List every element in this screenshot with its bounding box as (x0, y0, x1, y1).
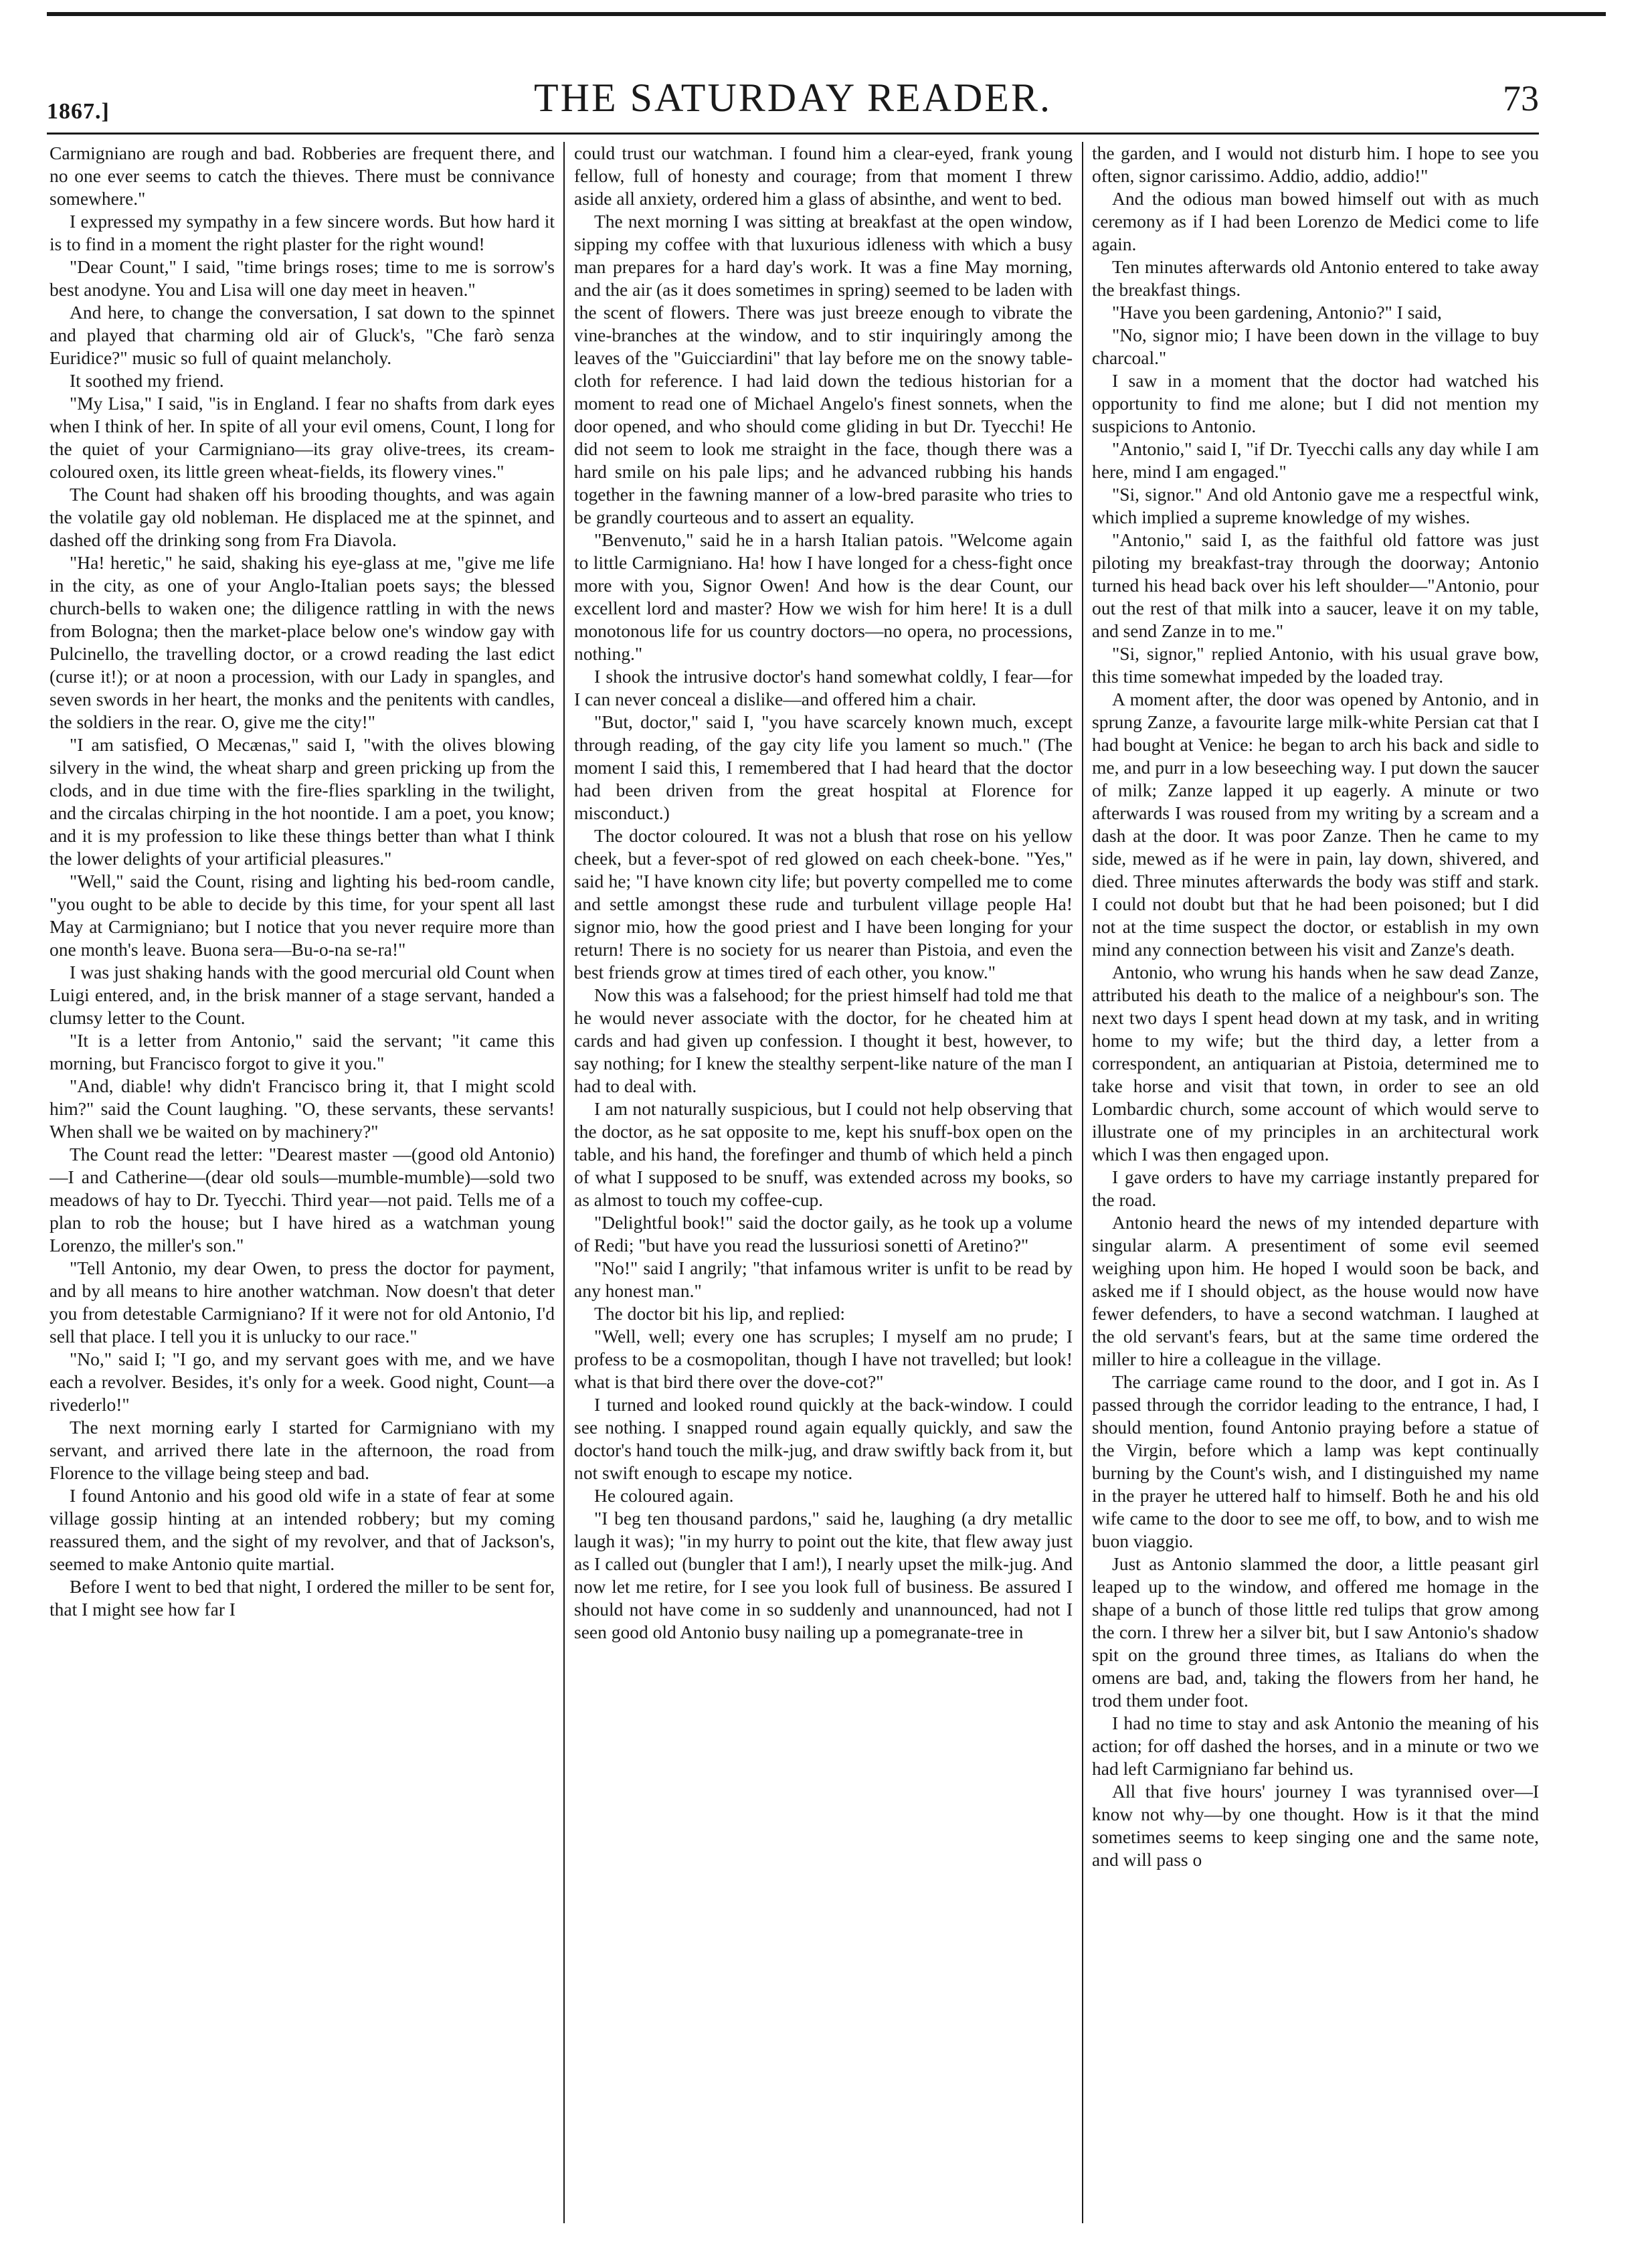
paragraph: "And, diable! why didn't Francisco bring it, that I might scold him?" said the Count laughing. "O, these servants, these servants! When shall we be waited on by machinery?" (50, 1075, 555, 1142)
paragraph: "No, signor mio; I have been down in the village to buy charcoal." (1092, 325, 1539, 368)
issue-year: 1867.] (47, 99, 110, 124)
text-column-1 (50, 142, 555, 2237)
paragraph: The carriage came round to the door, and I got in. As I passed through the corridor leading to the entrance, I had, I should mention, found Antonio praying before a statue of the Virgin, before which a lamp was kept continually burning by the Count's wish, and I distinguished my name in the prayer he uttered half to himself. Both he and his old wife came to the door to see me off, to bow, and to wish me buon viaggio. (1092, 1371, 1539, 1551)
paragraph: Carmigniano are rough and bad. Robberies are frequent there, and no one ever seems to catch the thieves. There must be connivance somewhere." (50, 143, 555, 209)
paragraph: I shook the intrusive doctor's hand somewhat coldly, I fear—for I can never conceal a dislike—and offered him a chair. (574, 666, 1073, 709)
paragraph: Now this was a falsehood; for the priest himself had told me that he would never associate with the doctor, for he cheated him at cards and had given up confession. I thought it best, however, to say nothing; for I knew the stealthy serpent-like nature of the man I had to deal with. (574, 984, 1073, 1096)
paragraph: I had no time to stay and ask Antonio the meaning of his action; for off dashed the horses, and in a minute or two we had left Carmigniano far behind us. (1092, 1713, 1539, 1779)
paragraph: "Si, signor," replied Antonio, with his usual grave bow, this time somewhat impeded by the loaded tray. (1092, 643, 1539, 687)
paragraph: "Ha! heretic," he said, shaking his eye-glass at me, "give me life in the city, as one of your Anglo-Italian poets says; the blessed church-bells to waken one; the diligence rattling in with the news from Bologna; then the market-place below one's window gay with Pulcinello, the travelling doctor, or a crowd reading the last edict (curse it!); or at noon a procession, with our Lady in spangles, and seven swords in her heart, the monks and the penitents with candles, the soldiers in the rear. O, give me the city!" (50, 552, 555, 732)
paragraph: "Delightful book!" said the doctor gaily, as he took up a volume of Redi; "but have you read the lussuriosi sonetti of Aretino?" (574, 1212, 1073, 1256)
paragraph: I found Antonio and his good old wife in a state of fear at some village gossip hinting at an intended robbery; but my coming reassured them, and the sight of my revolver, and that of Jackson's, seemed to make Antonio quite martial. (50, 1485, 555, 1574)
paragraph: "Antonio," said I, as the faithful old fattore was just piloting my breakfast-tray through the doorway; Antonio turned his head back over his left shoulder—"Antonio, pour out the rest of that milk into a saucer, leave it on my table, and send Zanze in to me." (1092, 529, 1539, 641)
paragraph: "I beg ten thousand pardons," said he, laughing (a dry metallic laugh it was); "in my hurry to point out the kite, that flew away just as I called out (bungler that I am!), I nearly upset the milk-jug. And now let me retire, for I see you look full of business. Be assured I should not have come in so suddenly and unannounced, had not I seen good old Antonio busy nailing up a pomegranate-tree in (574, 1508, 1073, 1642)
paragraph: It soothed my friend. (70, 370, 224, 391)
paragraph: The Count read the letter: "Dearest master —(good old Antonio)—I and Catherine—(dear old souls—mumble-mumble)—sold two meadows of hay to Dr. Tyecchi. Third year—not paid. Tells me of a plan to rob the house; but I have hired as a watchman young Lorenzo, the miller's son." (50, 1144, 555, 1256)
text-column-3 (1092, 142, 1539, 2237)
paragraph: "Benvenuto," said he in a harsh Italian patois. "Welcome again to little Carmigniano. Ha! how I have longed for a chess-fight once more with you, Signor Owen! And how is the dear Count, our excellent lord and master? How we wish for him here! It is a dull monotonous life for us country doctors—no opera, no processions, nothing." (574, 529, 1073, 664)
paragraph: I am not naturally suspicious, but I could not help observing that the doctor, as he sat opposite to me, kept his snuff-box open on the table, and his hand, the forefinger and thumb of which held a pinch of what I supposed to be snuff, was extended across my books, so as almost to touch my coffee-cup. (574, 1098, 1073, 1210)
paragraph: The doctor bit his lip, and replied: (594, 1303, 845, 1324)
page-header (47, 75, 1539, 128)
paragraph: The Count had shaken off his brooding thoughts, and was again the volatile gay old nobleman. He displaced me at the spinnet, and dashed off the drinking song from Fra Diavola. (50, 484, 555, 550)
paragraph: "My Lisa," I said, "is in England. I fear no shafts from dark eyes when I think of her. In spite of all your evil omens, Count, I long for the quiet of your Carmigniano—its gray olive-trees, its cream-coloured oxen, its little green wheat-fields, its flowery vines." (50, 393, 555, 482)
column-divider (563, 142, 565, 2223)
paragraph: "Well," said the Count, rising and lighting his bed-room candle, "you ought to be able to decide by this time, for your spent all last May at Carmigniano; but I notice that you never require more than one month's leave. Buona sera—Bu-o-na se-ra!" (50, 871, 555, 960)
paragraph: The doctor coloured. It was not a blush that rose on his yellow cheek, but a fever-spot of red glowed on each cheek-bone. "Yes," said he; "I have known city life; but poverty compelled me to come and settle amongst these rude and turbulent village people Ha! signor mio, how the good priest and I have been longing for your return! There is no society for us nearer than Pistoia, and even the best friends grow at times tired of each other, you know." (574, 825, 1073, 982)
paragraph: And the odious man bowed himself out with as much ceremony as if I had been Lorenzo de Medici come to life again. (1092, 188, 1539, 254)
paragraph: A moment after, the door was opened by Antonio, and in sprung Zanze, a favourite large milk-white Persian cat that I had bought at Venice: he began to arch his back and sidle to me, and purr in a low beseeching way. I put down the saucer of milk; Zanze lapped it up eagerly. A minute or two afterwards I was roused from my writing by a scream and a dash at the door. It was poor Zanze. Then he came to my side, mewed as if he were in pain, lay down, shivered, and died. Three minutes afterwards the body was stiff and stark. I could not doubt but that he had been poisoned; but I did not at the time suspect the doctor, or establish in my own mind any connection between his visit and Zanze's death. (1092, 689, 1539, 960)
paragraph: I expressed my sympathy in a few sincere words. But how hard it is to find in a moment the right plaster for the right wound! (50, 211, 555, 254)
paragraph: The next morning early I started for Carmigniano with my servant, and arrived there late in the afternoon, the road from Florence to the village being steep and bad. (50, 1417, 555, 1483)
paragraph: He coloured again. (594, 1485, 734, 1506)
paragraph: "I am satisfied, O Mecænas," said I, "with the olives blowing silvery in the wind, the wheat sharp and green pricking up from the clods, and in due time with the fire-flies sparkling in the twilight, and the circalas chirping in the hot noontide. I am a poet, you know; and it is my profession to like these things better than what I think the lower delights of your artificial pleasures." (50, 734, 555, 869)
text-column-2 (574, 142, 1073, 2237)
paragraph: Ten minutes afterwards old Antonio entered to take away the breakfast things. (1092, 256, 1539, 300)
paragraph: "But, doctor," said I, "you have scarcely known much, except through reading, of the gay city life you lament so much." (The moment I said this, I remembered that I had heard that the doctor had been driven from the great hospital at Florence for misconduct.) (574, 711, 1073, 823)
paragraph: I was just shaking hands with the good mercurial old Count when Luigi entered, and, in the brisk manner of a stage servant, handed a clumsy letter to the Count. (50, 962, 555, 1028)
paragraph: All that five hours' journey I was tyrannised over—I know not why—by one thought. How is it that the mind sometimes seems to keep singing one and the same note, and will pass o (1092, 1781, 1539, 1870)
paragraph: the garden, and I would not disturb him. I hope to see you often, signor carissimo. Addio, addio, addio!" (1092, 143, 1539, 186)
header-rule (47, 133, 1539, 135)
paragraph: Before I went to bed that night, I ordered the miller to be sent for, that I might see how far I (50, 1576, 555, 1620)
paragraph: And here, to change the conversation, I sat down to the spinnet and played that charming old air of Gluck's, "Che farò senza Euridice?" music so full of quaint melancholy. (50, 302, 555, 368)
paragraph: Antonio, who wrung his hands when he saw dead Zanze, attributed his death to the malice of a neighbour's son. The next two days I spent head down at my task, and in writing home to my wife; but the third day, a letter from a correspondent, an antiquarian at Pistoia, determined me to take horse and visit that town, in order to see an old Lombardic church, some account of which would serve to illustrate one of my principles in an architectural work which I was then engaged upon. (1092, 962, 1539, 1164)
page-number: 73 (1503, 78, 1539, 118)
paragraph: I gave orders to have my carriage instantly prepared for the road. (1092, 1166, 1539, 1210)
paragraph: I saw in a moment that the doctor had watched his opportunity to find me alone; but I did not mention my suspicions to Antonio. (1092, 370, 1539, 436)
paragraph: "Tell Antonio, my dear Owen, to press the doctor for payment, and by all means to hire another watchman. Now doesn't that deter you from detestable Carmigniano? If it were not for old Antonio, I'd sell that place. I tell you it is unlucky to our race." (50, 1258, 555, 1347)
paragraph: could trust our watchman. I found him a clear-eyed, frank young fellow, full of honesty and courage; from that moment I threw aside all anxiety, ordered him a glass of absinthe, and went to bed. (574, 143, 1073, 209)
column-divider (1082, 142, 1083, 2223)
paragraph: "Well, well; every one has scruples; I myself am no prude; I profess to be a cosmopolitan, though I have not travelled; but look! what is that bird there over the dove-cot?" (574, 1326, 1073, 1392)
paragraph: Antonio heard the news of my intended departure with singular alarm. A presentiment of some evil seemed weighing upon him. He hoped I would soon be back, and asked me if I should object, as the house would now have fewer defenders, to have a second watchman. I laughed at the old servant's fears, but at the same time ordered the miller to hire a colleague in the village. (1092, 1212, 1539, 1369)
paragraph: The next morning I was sitting at breakfast at the open window, sipping my coffee with that luxurious idleness with which a busy man prepares for a hard day's work. It was a fine May morning, and the air (as it does sometimes in spring) seemed to be laden with the scent of flowers. There was just breeze enough to vibrate the vine-branches at the window, and to stir inquiringly among the leaves of the "Guicciardini" that lay before me on the snowy table-cloth for reference. I had laid down the tedious historian for a moment to read one of Michael Angelo's finest sonnets, when the door opened, and who should come gliding in but Dr. Tyecchi! He did not seem to look me straight in the face, though there was a hard smile on his pale lips; and he advanced rubbing his hands together in the fawning manner of a low-bred parasite who tries to be grandly courteous and to assert an equality. (574, 211, 1073, 527)
paragraph: "No!" said I angrily; "that infamous writer is unfit to be read by any honest man." (574, 1258, 1073, 1301)
paragraph: "Si, signor." And old Antonio gave me a respectful wink, which implied a supreme knowledge of my wishes. (1092, 484, 1539, 527)
paragraph: "Have you been gardening, Antonio?" I said, (1112, 302, 1442, 323)
publication-title: THE SATURDAY READER. (534, 76, 1052, 120)
top-rule (47, 12, 1606, 16)
paragraph: "Dear Count," I said, "time brings roses; time to me is sorrow's best anodyne. You and Lisa will one day meet in heaven." (50, 256, 555, 300)
paragraph: I turned and looked round quickly at the back-window. I could see nothing. I snapped round again equally quickly, and saw the doctor's hand touch the milk-jug, and draw swiftly back from it, but not swift enough to escape my notice. (574, 1394, 1073, 1483)
paragraph: "Antonio," said I, "if Dr. Tyecchi calls any day while I am here, mind I am engaged." (1092, 438, 1539, 482)
paragraph: "It is a letter from Antonio," said the servant; "it came this morning, but Francisco forgot to give it you." (50, 1030, 555, 1073)
paragraph: "No," said I; "I go, and my servant goes with me, and we have each a revolver. Besides, it's only for a week. Good night, Count—a rivederlo!" (50, 1349, 555, 1415)
paragraph: Just as Antonio slammed the door, a little peasant girl leaped up to the window, and offered me homage in the shape of a bunch of those little red tulips that grow among the corn. I threw her a silver bit, but I saw Antonio's shadow spit on the ground three times, as Italians do when the omens are bad, and, taking the flowers from her hand, he trod them under foot. (1092, 1553, 1539, 1711)
